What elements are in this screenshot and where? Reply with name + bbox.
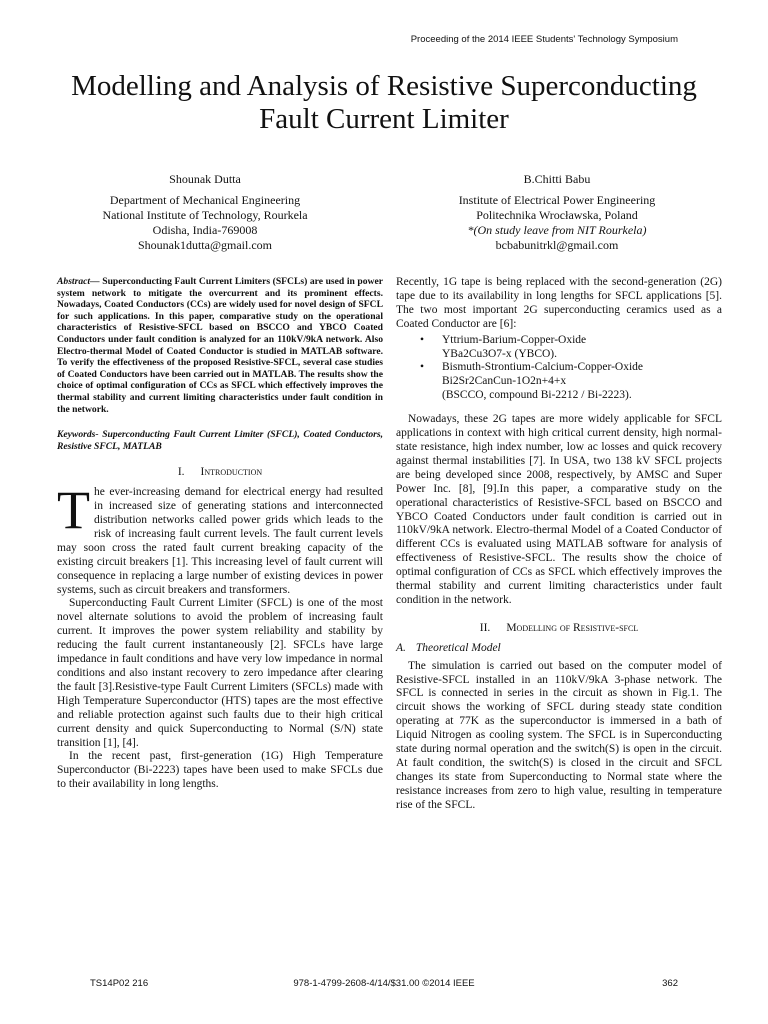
list-item — [420, 361, 722, 403]
author-email: bcbabunitrkl@gmail.com — [495, 238, 619, 252]
conference-header: Proceeding of the 2014 IEEE Students' Technology Symposium — [410, 34, 678, 45]
footer-paper-id: TS14P02 216 — [90, 978, 149, 989]
list-item — [420, 334, 722, 362]
material-name: Yttrium-Barium-Copper-Oxide — [442, 333, 587, 346]
section-title: Modelling of Resistive-sfcl — [506, 621, 639, 634]
bullet-icon: • — [420, 333, 425, 346]
author-block-2 — [407, 172, 707, 253]
keywords: Keywords- Superconducting Fault Current Limiter (SFCL), Coated Conductors, Resistive SFCL, MATLAB — [57, 429, 383, 452]
drop-cap: T — [57, 480, 90, 541]
intro-paragraph-2: Superconducting Fault Current Limiter (SFCL) is one of the most novel alternate solutions to avoid the problem of increasing fault current. It improves the power system reliability and stability by reducing the fault current instantaneously [2]. SFCLs have large impedance in fault conditions and have very low impedance in normal conditions and also instant recovery to zero impedance after clearing the fault [3].Resistive-type Fault Current Limiters (SFCLs) made with High Temperature Superconductor (HTS) tapes are the most effective and reliable protection against such faults due to their high critical current density and quick Superconducting to Normal (S/N) state transition [1], [4]. — [57, 597, 383, 749]
intro-paragraph-3: In the recent past, first-generation (1G) High Temperature Superconductor (Bi-2223) tapes have been used to make SFCLs due to their availability in long lengths. — [57, 750, 383, 791]
section-title: Introduction — [200, 466, 263, 479]
author-block-1 — [55, 172, 355, 253]
model-paragraph-1: The simulation is carried out based on the computer model of Resistive-SFCL installed in an 110kV/9kA 3-phase network. The SFCL is connected in series in the circuit as shown in Fig.1. The circuit shows the working of SFCL during steady state condition operating at 77K as the superconductor is immersed in a bath of Liquid Nitrogen as cooling system. The SFCL is in Superconducting state during normal operation and the switch(S) is open in the circuit. At fault condition, the switch(S) is closed in the circuit and SFCL changes its state from Superconducting to Normal state where the resistance increases from zero to high value, resulting in temperature rise of the SFCL. — [396, 659, 722, 811]
paper-title: Modelling and Analysis of Resistive Superconducting Fault Current Limiter — [71, 70, 697, 135]
left-column — [57, 276, 383, 792]
author-affiliation: Politechnika Wrocławska, Poland — [476, 208, 638, 222]
abstract — [57, 276, 383, 415]
author-affiliation: National Institute of Technology, Rourkela — [102, 208, 308, 222]
section-number: I. — [177, 466, 185, 479]
intro-paragraph-5: Nowadays, these 2G tapes are more widely applicable for SFCL applications in context with high critical current density, high normal-state resistance, high index number, low ac losses and quick recovery against thermal instabilities [7]. In USA, two 138 kV SFCL projects are being developed since 2008, respectively, by AMSC and Super Power Inc. [8], [9].In this paper, a comparative study on the operational characteristics of Resistive-SFCL based on BSCCO and YBCO Coated Conductors under fault condition is carried out in 110kV/9kA network. Electro-thermal Model of a Coated Conductor of different CCs is evaluated using MATLAB software for analysis of effectiveness of Resistive-SFCL. The results show the choice of optimal configuration of CCs as SFCL which effectively improves the thermal stability and current limiting characteristics under fault condition in the network. — [396, 413, 722, 606]
subsection-title: Theoretical Model — [415, 641, 501, 654]
material-formula: Bi2Sr2CanCun-1O2n+4+x — [442, 375, 567, 388]
material-formula: YBa2Cu3O7-x (YBCO). — [442, 347, 557, 360]
footer-isbn: 978-1-4799-2608-4/14/$31.00 ©2014 IEEE — [293, 978, 475, 989]
author-note: *(On study leave from NIT Rourkela) — [467, 223, 647, 237]
intro-paragraph-4: Recently, 1G tape is being replaced with the second-generation (2G) tape due to its availability in long lengths for SFCL applications [5]. The two most important 2G superconducting ceramics used as a Coated Conductor are [6]: — [396, 276, 722, 330]
section-heading-introduction — [57, 466, 383, 480]
abstract-text: Superconducting Fault Current Limiters (SFCLs) are used in power system network to mitigate the overcurrent and its prominent effects. Nowadays, Coated Conductors (CCs) are widely used for novel design of SFCL for such applications. In this paper, comparative study on the operational characteristics of Resistive-SFCL based on BSCCO and YBCO Coated Conductors under fault condition is analyzed for an 110kV/9kA network. Also Electro-thermal Model of Coated Conductor is studied in MATLAB software. To verify the effectiveness of the proposed Resistive-SFCL, several case studies of Coated Conductors have been carried out in MATLAB. The results show the choice of optimal configuration of CCs as SFCL which effectively improves the thermal stability and current limiting characteristics under fault condition in the network. — [57, 276, 383, 415]
author-name: B.Chitti Babu — [523, 172, 591, 186]
author-affiliation: Institute of Electrical Power Engineering — [458, 193, 656, 207]
footer-page-number: 362 — [662, 978, 678, 989]
right-column — [396, 276, 722, 813]
author-affiliation: Department of Mechanical Engineering — [109, 193, 301, 207]
section-number: II. — [479, 621, 491, 634]
section-heading-modelling — [396, 622, 722, 636]
bullet-icon: • — [420, 361, 425, 374]
coated-conductor-list — [396, 334, 722, 404]
subsection-heading — [396, 642, 722, 656]
abstract-lead: Abstract— — [57, 276, 100, 287]
material-name: Bismuth-Strontium-Calcium-Copper-Oxide — [442, 361, 643, 374]
subsection-label: A. — [396, 641, 406, 654]
author-email: Shounak1dutta@gmail.com — [137, 238, 273, 252]
material-note: (BSCCO, compound Bi-2212 / Bi-2223). — [442, 389, 632, 402]
intro-paragraph-1: The ever-increasing demand for electrical energy had resulted in increased size of generating stations and interconnected distribution networks called power grids which leads to the risk of increasing fault current levels. The fault current levels may soon cross the rated fault current breaking capacity of the existing circuit breakers [1]. This increasing level of fault current will consequence in replacing a large number of existing devices in power systems, such as circuit breakers and transformers. — [57, 480, 383, 596]
author-name: Shounak Dutta — [169, 172, 241, 186]
author-address: Odisha, India-769008 — [152, 223, 258, 237]
